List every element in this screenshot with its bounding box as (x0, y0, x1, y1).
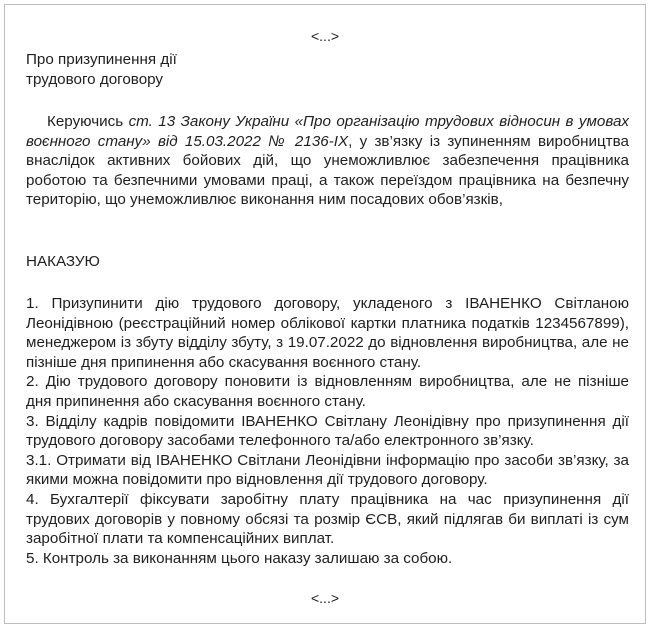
order-item-3-1: 3.1. Отримати від ІВАНЕНКО Світлани Леонідівни інформацію про засоби зв’язку, за якими можна повідомити про відновлення дії трудового договору. (26, 451, 629, 489)
preamble-rest: , у зв’язку із зупиненням виробництва внаслідок активних бойових дій, що унеможливлює забезпечення працівника роботою та безпечними умовами праці, а також переїздом працівника на безпечну територію, що унеможливлює виконання ним посадових обов’язків, (26, 132, 629, 209)
document-page (4, 4, 646, 624)
preamble-paragraph (26, 112, 629, 210)
law-reference: ст. 13 Закону України «Про організацію трудових відносин в умовах воєнного стану» від 15.03.2022 № 2136-IX (26, 113, 629, 150)
order-item-1: 1. Призупинити дію трудового договору, укладеного з ІВАНЕНКО Світланою Леонідівною (реєстраційний номер облікової картки платника податків 1234567899), менеджером із збуту відділу збуту, з 19.07.2022 до відновлення виробництва, але не пізніше дня припинення або скасування воєнного стану. (26, 295, 629, 371)
preamble-lead: Керуючись (47, 113, 129, 130)
order-item-2: 2. Дію трудового договору поновити із відновленням виробництва, але не пізніше дня припинення або скасування воєнного стану. (26, 373, 629, 410)
omission-mark-bottom: <...> (310, 590, 340, 606)
order-item-5: 5. Контроль за виконанням цього наказу залишаю за собою. (26, 549, 453, 567)
order-item-4: 4. Бухгалтерії фіксувати заробітну плату працівника на час призупинення дії трудових договорів у повному обсязі та розмір ЄСВ, який підлягав би виплаті із сум заробітної плати та компенсаційних виплат. (26, 490, 629, 548)
order-item-3: 3. Відділу кадрів повідомити ІВАНЕНКО Світлану Леонідівну про призупинення дії трудового договору засобами телефонного та/або електронного зв’язку. (26, 412, 629, 450)
document-title (26, 50, 326, 90)
order-items (26, 294, 629, 568)
omission-mark-top: <...> (310, 28, 340, 44)
order-heading: НАКАЗУЮ (26, 253, 100, 270)
title-line-1: Про призупинення дії (26, 51, 177, 68)
title-line-2: трудового договору (26, 71, 164, 88)
